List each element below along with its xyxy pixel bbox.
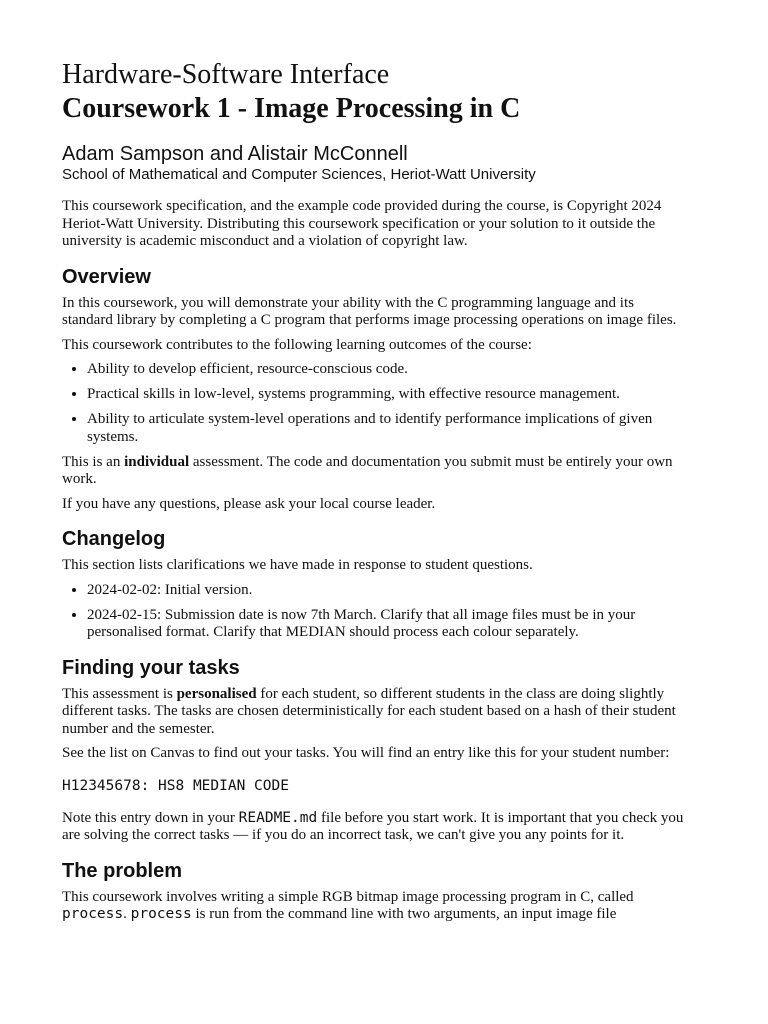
process-program-name: process — [62, 906, 124, 922]
list-item: • 2024-02-02: Initial version. — [87, 582, 684, 600]
learning-outcomes-list — [62, 361, 684, 446]
changelog-list — [62, 582, 684, 642]
individual-assessment-paragraph: This is an individual assessment. The code and documentation you submit must be entirely your own work. — [62, 453, 673, 487]
course-title: Hardware-Software Interface — [62, 59, 390, 90]
list-item: • Ability to develop efficient, resource-conscious code. — [87, 361, 684, 379]
list-item: • 2024-02-15: Submission date is now 7th March. Clarify that all image files must be in your personalised format. Clarify that MEDIAN should process each colour separately. — [87, 607, 684, 642]
problem-heading: The problem — [62, 859, 183, 882]
personalised-emphasis: personalised — [176, 685, 257, 702]
coursework-title: Coursework 1 - Image Processing in C — [62, 93, 521, 124]
overview-heading: Overview — [62, 265, 151, 288]
personalised-paragraph: This assessment is personalised for each student, so different students in the class are doing slightly different tasks. The tasks are chosen deterministically for each student based on a hash of their student number and the semester. — [62, 685, 676, 737]
overview-paragraph: In this coursework, you will demonstrate your ability with the C programming language and its standard library by completing a C program that performs image processing operations on image files. — [62, 294, 677, 328]
individual-emphasis: individual — [124, 453, 190, 470]
questions-paragraph: If you have any questions, please ask your local course leader. — [62, 495, 436, 512]
problem-paragraph: This coursework involves writing a simple RGB bitmap image processing program in C, called process. process is run from the command line with two arguments, an input image file — [62, 888, 634, 922]
process-program-name: process — [130, 906, 192, 922]
canvas-paragraph: See the list on Canvas to find out your tasks. You will find an entry like this for your student number: — [62, 745, 670, 761]
changelog-intro: This section lists clarifications we have made in response to student questions. — [62, 557, 533, 573]
affiliation: School of Mathematical and Computer Sciences, Heriot-Watt University — [62, 166, 536, 183]
readme-paragraph: Note this entry down in your README.md file before you start work. It is important that you check you are solving the correct tasks — if you do an incorrect task, we can't give you any points for it. — [62, 809, 684, 843]
example-entry-code: H12345678: HS8 MEDIAN CODE — [62, 777, 289, 794]
copyright-notice: This coursework specification, and the example code provided during the course, is Copyright 2024 Heriot-Watt University. Distributing this coursework specification or your solution to it outside the university is academic misconduct and a violation of copyright law. — [62, 198, 662, 249]
document-page — [62, 58, 684, 931]
authors: Adam Sampson and Alistair McConnell — [62, 143, 408, 165]
readme-filename: README.md — [238, 809, 318, 826]
list-item: • Practical skills in low-level, systems programming, with effective resource management. — [87, 386, 684, 404]
list-item: • Ability to articulate system-level operations and to identify performance implications of given systems. — [87, 411, 684, 446]
finding-tasks-heading: Finding your tasks — [62, 656, 240, 679]
changelog-heading: Changelog — [62, 528, 166, 550]
outcomes-intro: This coursework contributes to the following learning outcomes of the course: — [62, 336, 532, 353]
